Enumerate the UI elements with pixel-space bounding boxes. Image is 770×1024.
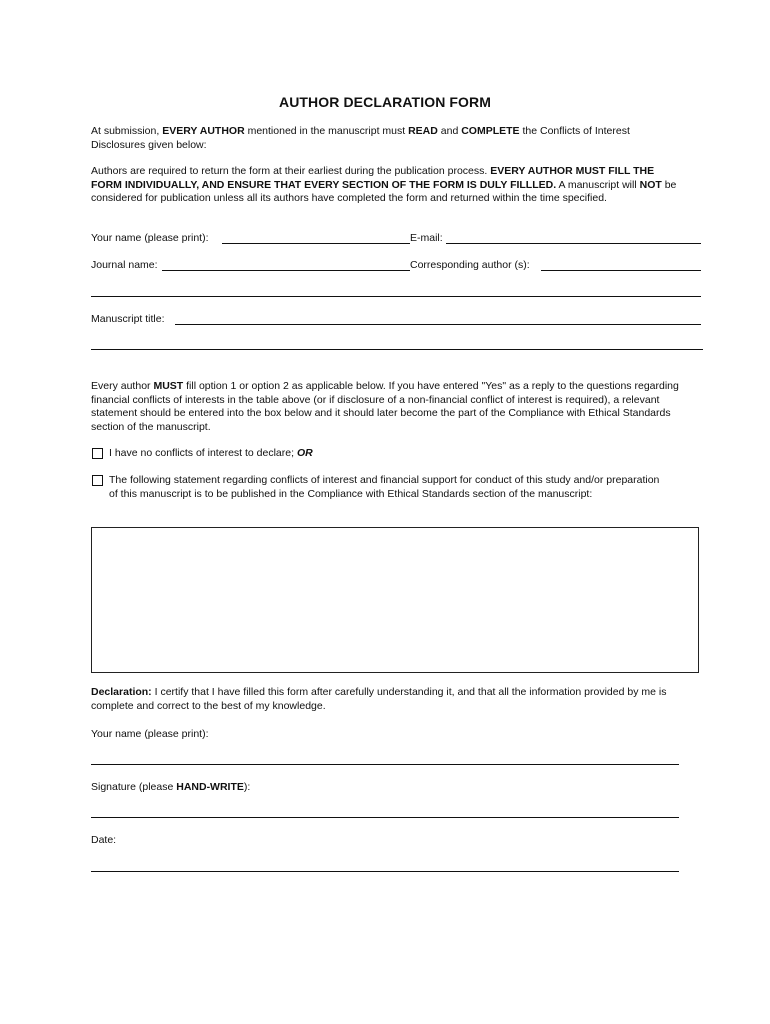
intro1-read: READ [408, 125, 438, 137]
name-field-line[interactable] [222, 243, 410, 244]
email-field-line[interactable] [446, 243, 701, 244]
date-label: Date: [91, 834, 117, 846]
intro1-text-g: the Conflicts of Interest Disclosures given below: [91, 125, 630, 151]
conflict-statement-textbox[interactable] [91, 527, 699, 673]
manuscript-title-field-line[interactable] [175, 324, 701, 325]
manuscript-title-continuation-line[interactable] [91, 349, 703, 350]
option1-label [109, 447, 669, 461]
option1-or: OR [296, 447, 313, 459]
intro2-text-e: be considered for publication unless all its authors have completed the form and returned within the time specified. [91, 178, 677, 204]
signature-text-c: ): [243, 781, 251, 793]
email-label: E-mail: [410, 232, 443, 244]
options-must: MUST [153, 380, 184, 392]
options-text-c: fill option 1 or option 2 as applicable below. If you have entered "Yes" as a reply to the questions regarding financial conflicts of interests in the table above (or if disclosure of a non-financial conflict of interest is required), a relevant statement should be entered into the box below and it should later become the part of the Compliance with Ethical Standards section of the manuscript. [91, 380, 679, 433]
corresponding-author-field-line[interactable] [541, 270, 701, 271]
intro1-text-e: and [437, 125, 462, 137]
options-text-a: Every author [91, 380, 154, 392]
signature-line[interactable] [91, 817, 679, 818]
date-line[interactable] [91, 871, 679, 872]
name-label: Your name (please print): [91, 232, 209, 244]
form-title: AUTHOR DECLARATION FORM [278, 94, 492, 110]
signoff-name-label: Your name (please print): [91, 728, 209, 740]
intro2-text-c: A manuscript will [556, 178, 640, 191]
intro-paragraph-2 [91, 165, 681, 206]
intro-paragraph-1 [91, 125, 681, 152]
corresponding-author-label: Corresponding author (s): [410, 259, 530, 271]
signature-text-a: Signature (please [91, 781, 177, 793]
intro2-text-a: Authors are required to return the form at their earliest during the publication process. [91, 165, 491, 177]
manuscript-title-label: Manuscript title: [91, 313, 165, 325]
option1-text: I have no conflicts of interest to declare; [109, 447, 297, 459]
intro1-text-c: mentioned in the manuscript must [244, 125, 409, 137]
option2-label: The following statement regarding conflicts of interest and financial support for conduct of this study and/or preparation of this manuscript is to be published in the Compliance with Ethical Standards section of the manuscript: [109, 474, 660, 500]
option1-checkbox[interactable] [92, 448, 103, 459]
option2-checkbox[interactable] [92, 475, 103, 486]
signoff-name-line[interactable] [91, 764, 679, 765]
journal-label: Journal name: [91, 259, 158, 271]
intro2-must-fill: EVERY AUTHOR MUST FILL THE FORM INDIVIDUALLY, AND ENSURE THAT EVERY SECTION OF THE FORM IS DULY FILLLED. [91, 165, 655, 191]
author-continuation-line[interactable] [91, 296, 701, 297]
intro2-not: NOT [639, 178, 662, 191]
signature-label [91, 781, 250, 794]
declaration-paragraph [91, 686, 681, 713]
intro1-complete: COMPLETE [461, 125, 520, 137]
options-intro-paragraph [91, 380, 691, 434]
intro1-text-a: At submission, [91, 125, 163, 137]
declaration-text: I certify that I have filled this form after carefully understanding it, and that all the information provided by me is complete and correct to the best of my knowledge. [91, 686, 667, 712]
intro1-every-author: EVERY AUTHOR [162, 125, 245, 137]
declaration-label: Declaration: [91, 686, 152, 698]
journal-field-line[interactable] [162, 270, 410, 271]
signature-hand-write: HAND-WRITE [176, 781, 244, 793]
